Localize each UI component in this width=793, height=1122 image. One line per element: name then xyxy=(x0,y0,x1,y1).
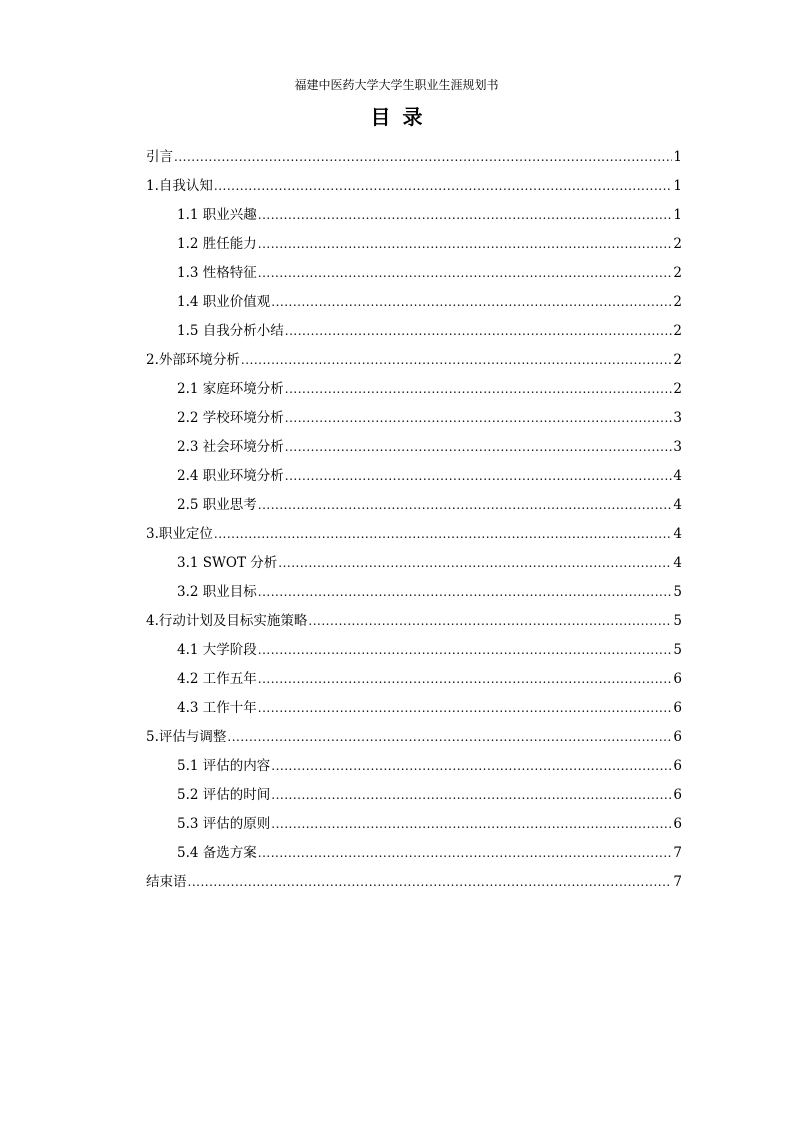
toc-dot-leader xyxy=(271,810,672,839)
toc-dot-leader xyxy=(241,346,673,375)
toc-dot-leader xyxy=(258,665,673,694)
toc-entry[interactable] xyxy=(146,259,682,288)
toc-entry-title: 1.5 自我分析小结 xyxy=(177,323,284,339)
toc-page-number: 1 xyxy=(673,178,682,194)
toc-entry[interactable] xyxy=(146,636,682,665)
toc-entry[interactable] xyxy=(146,201,682,230)
toc-entry-title: 1.2 胜任能力 xyxy=(177,236,257,252)
toc-entry[interactable] xyxy=(146,143,682,172)
toc-page-number: 6 xyxy=(673,758,682,774)
toc-entry-title: 4.3 工作十年 xyxy=(177,700,257,716)
toc-entry[interactable] xyxy=(146,578,682,607)
toc-entry-title: 2.4 职业环境分析 xyxy=(177,468,284,484)
toc-entry[interactable] xyxy=(146,375,682,404)
toc-entry[interactable] xyxy=(146,723,682,752)
toc-entry[interactable] xyxy=(146,346,682,375)
toc-entry[interactable] xyxy=(146,230,682,259)
toc-entry[interactable] xyxy=(146,694,682,723)
toc-entry-title: 3.1 SWOT 分析 xyxy=(177,555,278,571)
toc-entry-title: 3.2 职业目标 xyxy=(177,584,257,600)
toc-entry-title: 1.3 性格特征 xyxy=(177,265,257,281)
toc-entry-title: 4.1 大学阶段 xyxy=(177,642,257,658)
toc-entry-title: 1.4 职业价值观 xyxy=(177,294,271,310)
toc-page-number: 2 xyxy=(673,381,682,397)
toc-dot-leader xyxy=(271,781,672,810)
toc-dot-leader xyxy=(258,578,673,607)
toc-entry[interactable] xyxy=(146,868,682,897)
toc-entry[interactable] xyxy=(146,810,682,839)
toc-page-number: 1 xyxy=(673,149,682,165)
toc-entry[interactable] xyxy=(146,607,682,636)
running-header: 福建中医药大学大学生职业生涯规划书 xyxy=(294,78,499,92)
toc-page-number: 4 xyxy=(673,468,682,484)
toc-entry-title: 1.1 职业兴趣 xyxy=(177,207,257,223)
toc-page-number: 2 xyxy=(673,265,682,281)
toc-entry[interactable] xyxy=(146,665,682,694)
toc-entry-title: 5.评估与调整 xyxy=(146,729,227,745)
toc-entry[interactable] xyxy=(146,752,682,781)
toc-dot-leader xyxy=(285,404,673,433)
toc-dot-leader xyxy=(258,230,673,259)
toc-entry-title: 2.2 学校环境分析 xyxy=(177,410,284,426)
toc-dot-leader xyxy=(174,143,672,172)
toc-page-number: 6 xyxy=(673,700,682,716)
toc-page-number: 6 xyxy=(673,671,682,687)
toc-entry[interactable] xyxy=(146,491,682,520)
toc-entry[interactable] xyxy=(146,317,682,346)
toc-dot-leader xyxy=(278,549,672,578)
toc-entry[interactable] xyxy=(146,520,682,549)
toc-dot-leader xyxy=(258,694,673,723)
table-of-contents xyxy=(146,143,682,897)
toc-page-number: 4 xyxy=(673,497,682,513)
toc-entry[interactable] xyxy=(146,781,682,810)
toc-entry[interactable] xyxy=(146,404,682,433)
toc-entry-title: 5.3 评估的原则 xyxy=(177,816,271,832)
toc-dot-leader xyxy=(258,491,673,520)
toc-entry-title: 2.1 家庭环境分析 xyxy=(177,381,284,397)
toc-page-number: 3 xyxy=(673,439,682,455)
toc-dot-leader xyxy=(214,172,673,201)
toc-page-number: 5 xyxy=(673,584,682,600)
toc-dot-leader xyxy=(258,839,673,868)
toc-dot-leader xyxy=(258,201,673,230)
toc-dot-leader xyxy=(214,520,673,549)
toc-entry[interactable] xyxy=(146,549,682,578)
toc-page-number: 7 xyxy=(673,874,682,890)
toc-entry-title: 2.3 社会环境分析 xyxy=(177,439,284,455)
toc-page-number: 2 xyxy=(673,352,682,368)
toc-dot-leader xyxy=(188,868,673,897)
toc-entry-title: 2.5 职业思考 xyxy=(177,497,257,513)
toc-page-number: 4 xyxy=(673,555,682,571)
toc-page-number: 5 xyxy=(673,613,682,629)
toc-page-number: 2 xyxy=(673,323,682,339)
toc-dot-leader xyxy=(258,259,673,288)
toc-dot-leader xyxy=(285,375,673,404)
toc-entry[interactable] xyxy=(146,462,682,491)
toc-page-number: 6 xyxy=(673,787,682,803)
toc-entry-title: 引言 xyxy=(146,149,173,165)
toc-page-number: 4 xyxy=(673,526,682,542)
toc-entry-title: 5.1 评估的内容 xyxy=(177,758,271,774)
toc-page-number: 2 xyxy=(673,236,682,252)
toc-entry-title: 结束语 xyxy=(146,874,187,890)
toc-dot-leader xyxy=(308,607,672,636)
toc-entry-title: 3.职业定位 xyxy=(146,526,213,542)
toc-entry[interactable] xyxy=(146,433,682,462)
toc-entry-title: 4.2 工作五年 xyxy=(177,671,257,687)
page-title: 目录 xyxy=(370,105,435,129)
toc-page-number: 2 xyxy=(673,294,682,310)
toc-entry[interactable] xyxy=(146,839,682,868)
toc-dot-leader xyxy=(285,317,673,346)
toc-dot-leader xyxy=(258,636,673,665)
toc-entry-title: 4.行动计划及目标实施策略 xyxy=(146,613,308,629)
toc-page-number: 3 xyxy=(673,410,682,426)
toc-dot-leader xyxy=(285,462,673,491)
toc-page-number: 6 xyxy=(673,816,682,832)
toc-entry-title: 5.4 备选方案 xyxy=(177,845,257,861)
toc-entry-title: 1.自我认知 xyxy=(146,178,213,194)
toc-page-number: 7 xyxy=(673,845,682,861)
toc-page-number: 1 xyxy=(673,207,682,223)
toc-dot-leader xyxy=(227,723,672,752)
toc-entry-title: 2.外部环境分析 xyxy=(146,352,240,368)
toc-entry-title: 5.2 评估的时间 xyxy=(177,787,271,803)
toc-dot-leader xyxy=(271,752,672,781)
toc-dot-leader xyxy=(285,433,673,462)
toc-dot-leader xyxy=(271,288,672,317)
toc-entry[interactable] xyxy=(146,288,682,317)
toc-entry[interactable] xyxy=(146,172,682,201)
toc-page-number: 5 xyxy=(673,642,682,658)
toc-page-number: 6 xyxy=(673,729,682,745)
